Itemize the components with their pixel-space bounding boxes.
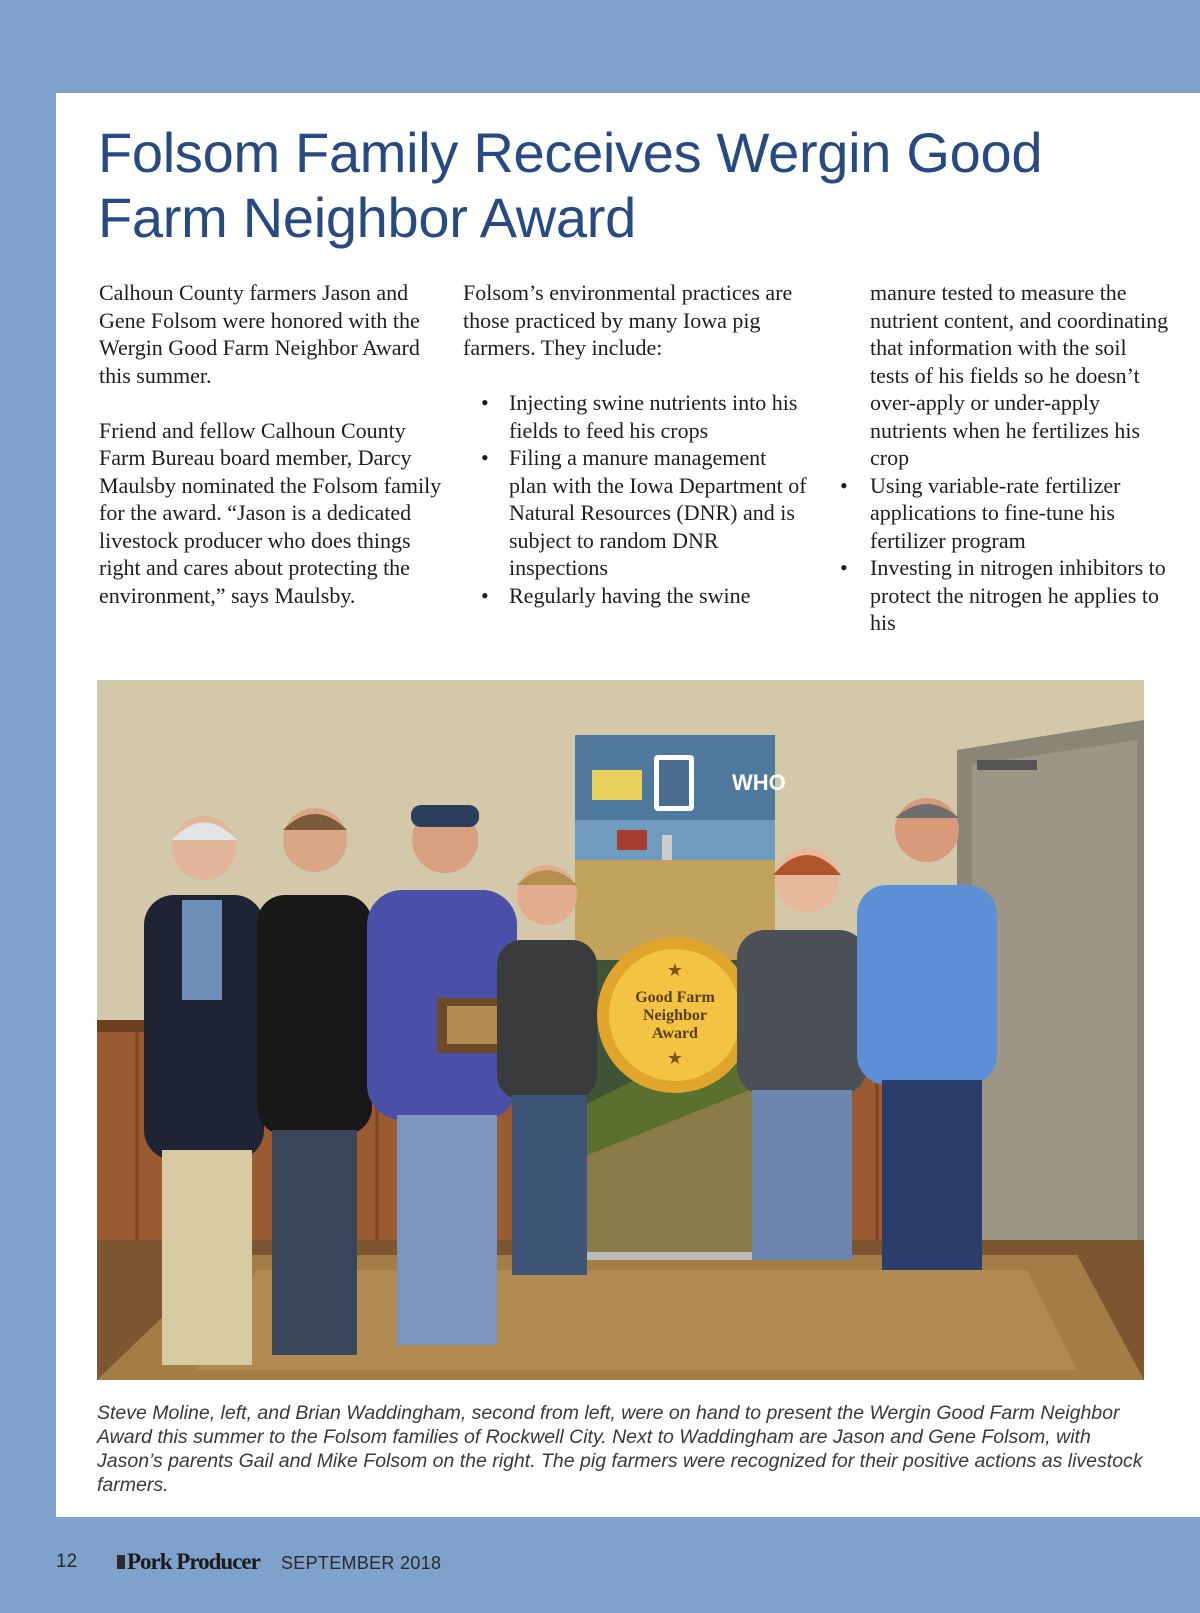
issue-date: SEPTEMBER 2018 [281, 1553, 442, 1573]
list-item: • Regularly having the swine [481, 582, 751, 608]
bullet-icon: • [481, 445, 489, 470]
svg-text:Neighbor: Neighbor [643, 1007, 707, 1024]
list-item-continuation: manure tested to measure the nutrient content, and coordinating that information with the soil tests of his fields so he doesn’t over-apply or under-apply nutrients when he fertilizes his crop [870, 280, 1169, 470]
photo-caption: Steve Moline, left, and Brian Waddingham, second from left, were on hand to present the Wergin Good Farm Neighbor Award this summer to the Folsom families of Rockwell City. Next to Waddingham are Jason and Gene Folsom, with Jason’s parents Gail and Mike Folsom on the right. The pig farmers were recognized for their positive actions as livestock farmers. [97, 1402, 1143, 1496]
page-number: 12 [56, 1551, 78, 1572]
paragraph-intro: Calhoun County farmers Jason and Gene Folsom were honored with the Wergin Good Farm Neighbor Award this summer. [99, 280, 420, 388]
article-column-2 [463, 279, 808, 609]
award-photo [97, 680, 1144, 1380]
list-item: • Filing a manure management plan with the Iowa Department of Natural Resources (DNR) and is subject to random DNR inspections [481, 445, 807, 580]
bullet-icon: • [481, 390, 489, 415]
article-column-3 [836, 279, 1171, 637]
award-photo-illustration [97, 680, 1144, 1380]
list-item: • Investing in nitrogen inhibitors to protect the nitrogen he applies to his [840, 555, 1166, 635]
svg-text:Award: Award [652, 1025, 698, 1042]
practices-list-continued [836, 279, 1171, 637]
publication-logo-mark-icon [117, 1555, 125, 1569]
paragraph-practices-intro: Folsom’s environmental practices are those practiced by many Iowa pig farmers. They include: [463, 280, 793, 360]
svg-text:★: ★ [666, 1048, 684, 1068]
article-headline: Folsom Family Receives Wergin Good Farm Neighbor Award [98, 121, 1043, 249]
bullet-icon: • [840, 472, 848, 498]
page-footer [0, 1547, 1200, 1577]
bullet-icon: • [481, 582, 489, 608]
list-item: • Using variable-rate fertilizer applications to fine-tune his fertilizer program [840, 472, 1121, 553]
article-column-1 [99, 279, 444, 609]
practices-list [463, 389, 808, 609]
bullet-icon: • [840, 555, 848, 580]
svg-text:★: ★ [666, 960, 684, 980]
publication-logo: Pork Producer [127, 1549, 260, 1574]
svg-text:Good Farm: Good Farm [635, 989, 715, 1006]
paragraph-nomination: Friend and fellow Calhoun County Farm Bureau board member, Darcy Maulsby nominated the Folsom family for the award. “Jason is a dedicated livestock producer who does things right and cares about protecting the environment,” says Maulsby. [99, 417, 442, 608]
banner-who-logo: WHO [732, 770, 786, 795]
list-item: • Injecting swine nutrients into his fields to feed his crops [481, 390, 798, 443]
